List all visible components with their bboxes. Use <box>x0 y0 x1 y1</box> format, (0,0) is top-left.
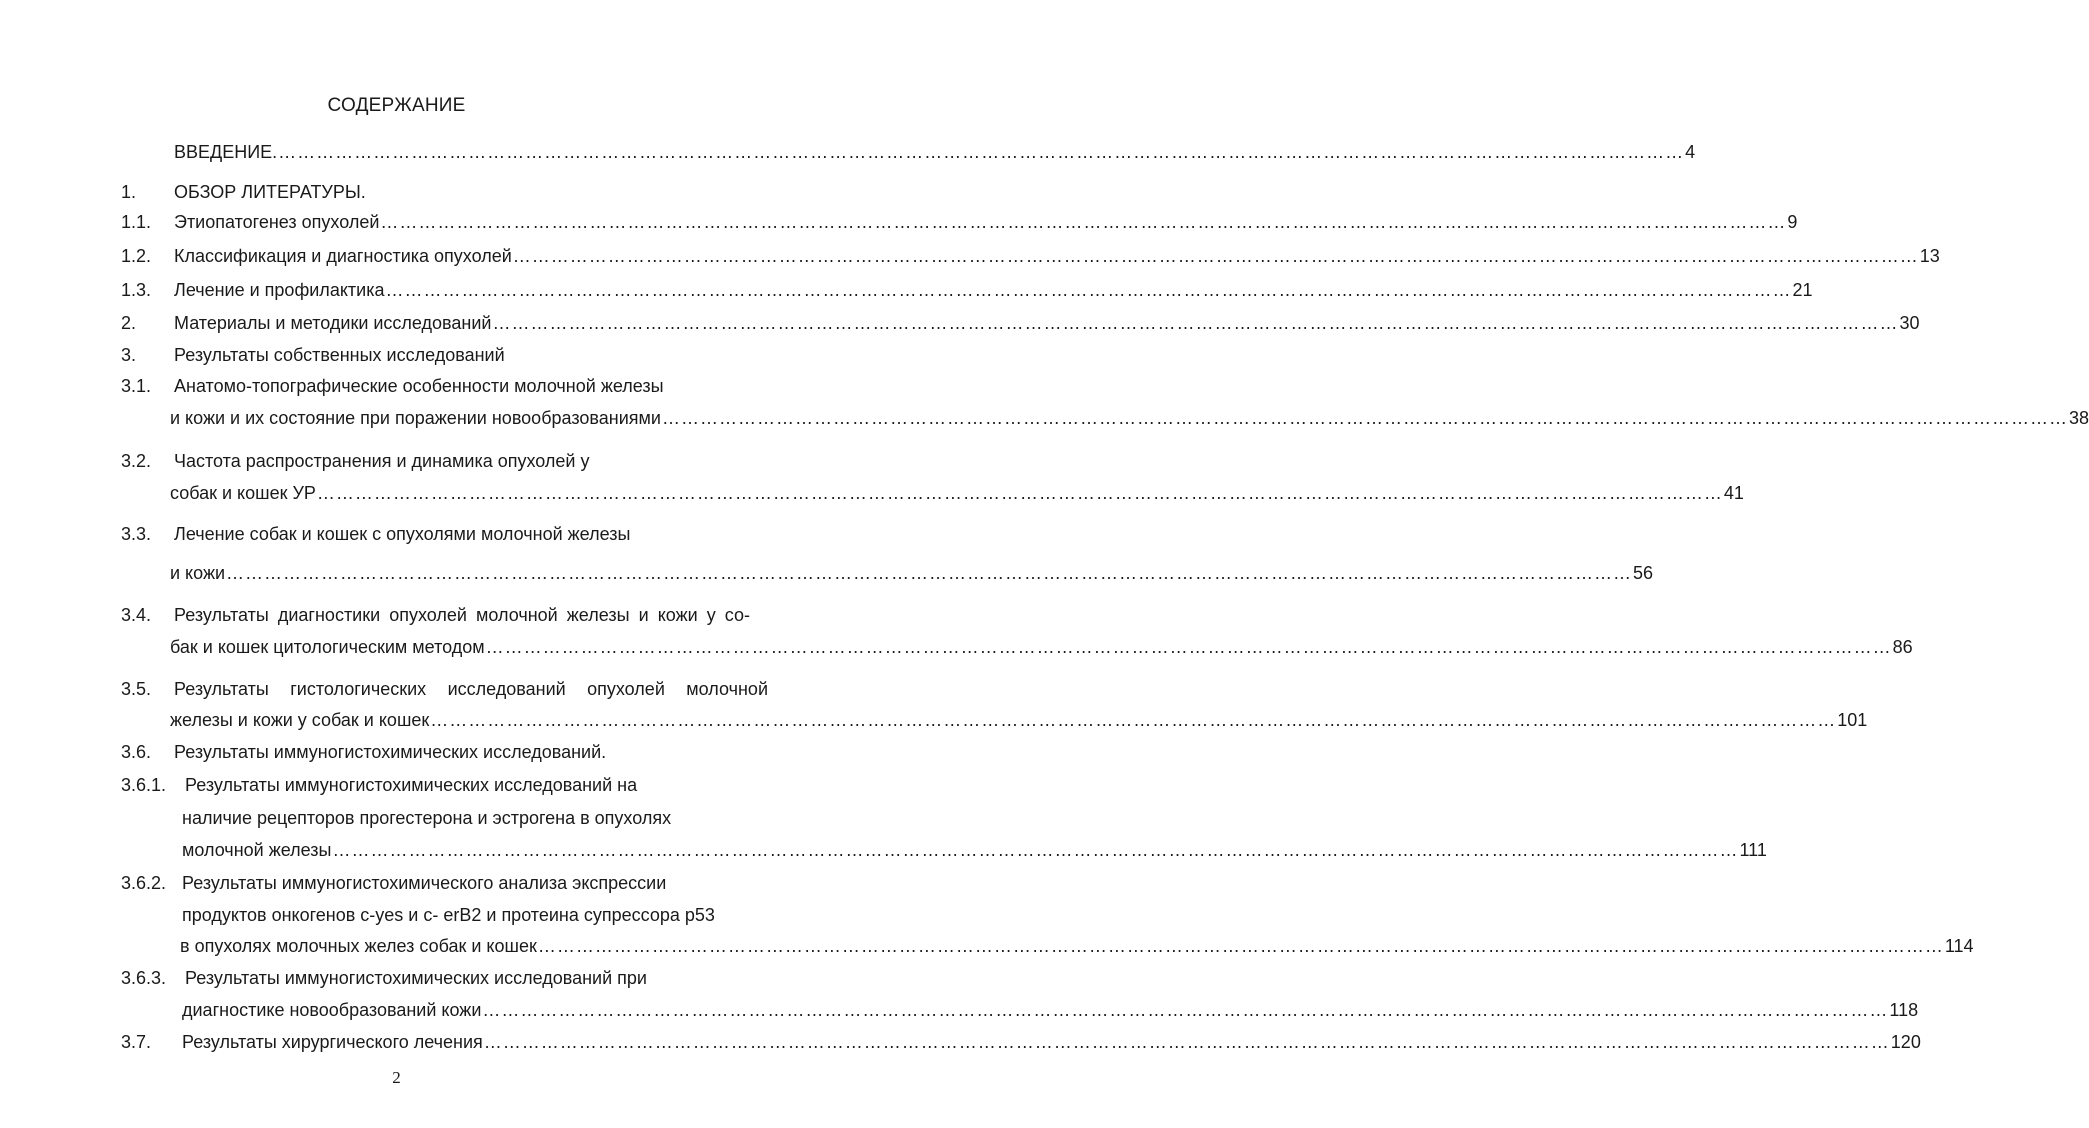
toc-page-number: 101 <box>1837 710 1868 730</box>
toc-entry-text: Классификация и диагностика опухолей <box>174 246 512 266</box>
toc-entry-3-1[interactable] <box>0 374 793 398</box>
toc-dot-leader: …………………………………………………………………………………………………………………………………………………………………………………………………… <box>483 1032 1890 1052</box>
toc-dot-leader: …………………………………………………………………………………………………………………………………………………………………………………………………… <box>661 408 2068 428</box>
toc-dot-leader: …………………………………………………………………………………………………………………………………………………………………………………………………… <box>226 563 1633 583</box>
toc-dot-leader: …………………………………………………………………………………………………………………………………………………………………………………………………… <box>492 313 1899 333</box>
toc-entry-number: 3.6.3. <box>121 968 167 988</box>
toc-entry-text: Анатомо-топографические особенности молочной железы <box>174 376 664 396</box>
toc-dot-leader: …………………………………………………………………………………………………………………………………………………………………………………………………… <box>380 212 1787 232</box>
page-number: 2 <box>392 1068 401 1087</box>
toc-entry-3[interactable] <box>0 343 793 367</box>
toc-entry-number: 2. <box>121 313 137 333</box>
page-title: СОДЕРЖАНИЕ <box>327 95 466 116</box>
toc-page-number: 21 <box>1792 280 1813 300</box>
toc-entry-text: диагностике новообразований кожи <box>182 1000 482 1020</box>
toc-entry-number: 3.6.1. <box>121 775 167 795</box>
toc-entry-3-3[interactable] <box>0 522 793 546</box>
toc-entry-text: собак и кошек УР <box>170 483 316 503</box>
toc-entry-text: Частота распространения и динамика опухолей у <box>174 451 590 471</box>
toc-entry-text: Лечение собак и кошек с опухолями молочной железы <box>174 524 631 544</box>
toc-entry-text: Результаты гистологических исследований опухолей молочной <box>174 679 768 699</box>
toc-page-number: 41 <box>1723 483 1744 503</box>
toc-page-number: 86 <box>1892 637 1913 657</box>
toc-page-number: 56 <box>1633 563 1654 583</box>
toc-entry-text: наличие рецепторов прогестерона и эстрогена в опухолях <box>182 808 672 828</box>
toc-entry-intro[interactable] <box>174 140 1696 164</box>
toc-entry-text: Лечение и профилактика <box>174 280 385 300</box>
toc-entry-number: 3.1. <box>121 376 152 396</box>
toc-dot-leader: …………………………………………………………………………………………………………………………………………………………………………………………………… <box>512 246 1919 266</box>
toc-entry-3-6-2-cont2[interactable] <box>180 934 1974 958</box>
toc-page-number: 118 <box>1889 1000 1919 1020</box>
toc-entry-number: 3.6.2. <box>121 873 167 893</box>
toc-page-number: 30 <box>1899 313 1920 333</box>
toc-page-number: 4 <box>1685 142 1696 162</box>
toc-entry-3-4-cont[interactable] <box>170 635 1913 659</box>
toc-entry-3-6[interactable] <box>0 740 793 764</box>
toc-entry-number: 3.4. <box>121 605 152 625</box>
toc-entry-text: Этиопатогенез опухолей <box>174 212 380 232</box>
toc-entry-text: железы и кожи у собак и кошек <box>170 710 430 730</box>
toc-entry-3-1-cont[interactable] <box>170 406 2089 430</box>
toc-dot-leader: …………………………………………………………………………………………………………………………………………………………………………………………………… <box>482 1000 1889 1020</box>
toc-entry-text: бак и кошек цитологическим методом <box>170 637 485 657</box>
toc-entry-text: и кожи и их состояние при поражении новообразованиями <box>170 408 661 428</box>
toc-entry-3-7[interactable] <box>0 1030 1921 1054</box>
toc-entry-text: продуктов онкогенов c-yes и c- erB2 и протеина супрессора p53 <box>182 905 715 925</box>
toc-dot-leader: …………………………………………………………………………………………………………………………………………………………………………………………………… <box>430 710 1837 730</box>
toc-entry-3-6-3[interactable] <box>0 966 793 990</box>
toc-entry-number: 3.6. <box>121 742 152 762</box>
toc-page-number: 38 <box>2068 408 2089 428</box>
toc-dot-leader: …………………………………………………………………………………………………………………………………………………………………………………………………… <box>278 142 1685 162</box>
toc-entry-3-6-1-cont2[interactable] <box>182 838 1767 862</box>
toc-dot-leader: …………………………………………………………………………………………………………………………………………………………………………………………………… <box>316 483 1723 503</box>
toc-entry-1-2[interactable] <box>0 244 1940 268</box>
toc-entry-number: 1.3. <box>121 280 152 300</box>
toc-entry-text: Результаты иммуногистохимических исследований на <box>185 775 638 795</box>
toc-entry-3-4[interactable] <box>0 603 793 627</box>
toc-entry-3-6-2[interactable] <box>0 871 793 895</box>
toc-entry-1[interactable] <box>0 180 793 204</box>
toc-entry-1-1[interactable] <box>0 210 1798 234</box>
toc-entry-3-6-1-cont[interactable] <box>0 806 793 830</box>
toc-entry-text: в опухолях молочных желез собак и кошек <box>180 936 537 956</box>
toc-entry-number: 3.7. <box>121 1032 152 1052</box>
toc-entry-text: Материалы и методики исследований <box>174 313 492 333</box>
toc-entry-text: и кожи <box>170 563 226 583</box>
toc-entry-2[interactable] <box>0 311 1920 335</box>
toc-entry-3-6-1[interactable] <box>0 773 793 797</box>
toc-dot-leader: …………………………………………………………………………………………………………………………………………………………………………………………………… <box>385 280 1792 300</box>
toc-entry-3-5[interactable] <box>0 677 793 701</box>
toc-entry-text: Результаты иммуногистохимического анализа экспрессии <box>182 873 667 893</box>
toc-entry-text: Результаты хирургического лечения <box>182 1032 483 1052</box>
toc-entry-number: 1.2. <box>121 246 152 266</box>
toc-entry-3-6-3-cont[interactable] <box>182 998 1919 1022</box>
toc-entry-3-3-cont[interactable] <box>170 561 1654 585</box>
toc-dot-leader: …………………………………………………………………………………………………………………………………………………………………………………………………… <box>537 936 1944 956</box>
toc-entry-text: Результаты иммуногистохимических исследований при <box>185 968 647 988</box>
toc-entry-number: 3. <box>121 345 137 365</box>
toc-entry-text: Результаты иммуногистохимических исследований. <box>174 742 607 762</box>
toc-page-number: 120 <box>1890 1032 1921 1052</box>
toc-entry-3-6-2-cont[interactable] <box>0 903 793 927</box>
toc-entry-text: Результаты собственных исследований <box>174 345 505 365</box>
toc-entry-text: Результаты диагностики опухолей молочной железы и кожи у со- <box>174 605 750 625</box>
toc-entry-number: 1. <box>121 182 137 202</box>
toc-page-number: 111 <box>1739 840 1767 860</box>
toc-dot-leader: …………………………………………………………………………………………………………………………………………………………………………………………………… <box>332 840 1739 860</box>
toc-entry-number: 3.3. <box>121 524 152 544</box>
toc-entry-3-2-cont[interactable] <box>170 481 1744 505</box>
toc-page-number: 114 <box>1944 936 1974 956</box>
toc-entry-3-2[interactable] <box>0 449 793 473</box>
toc-entry-3-5-cont[interactable] <box>170 708 1868 732</box>
toc-entry-number: 3.2. <box>121 451 152 471</box>
toc-dot-leader: …………………………………………………………………………………………………………………………………………………………………………………………………… <box>485 637 1892 657</box>
toc-entry-text: ВВЕДЕНИЕ. <box>174 142 278 162</box>
toc-entry-number: 3.5. <box>121 679 152 699</box>
toc-entry-text: ОБЗОР ЛИТЕРАТУРЫ. <box>174 182 366 202</box>
toc-page-number: 13 <box>1919 246 1940 266</box>
toc-entry-number: 1.1. <box>121 212 152 232</box>
toc-entry-text: молочной железы <box>182 840 332 860</box>
toc-page-number: 9 <box>1787 212 1798 232</box>
toc-entry-1-3[interactable] <box>0 278 1813 302</box>
